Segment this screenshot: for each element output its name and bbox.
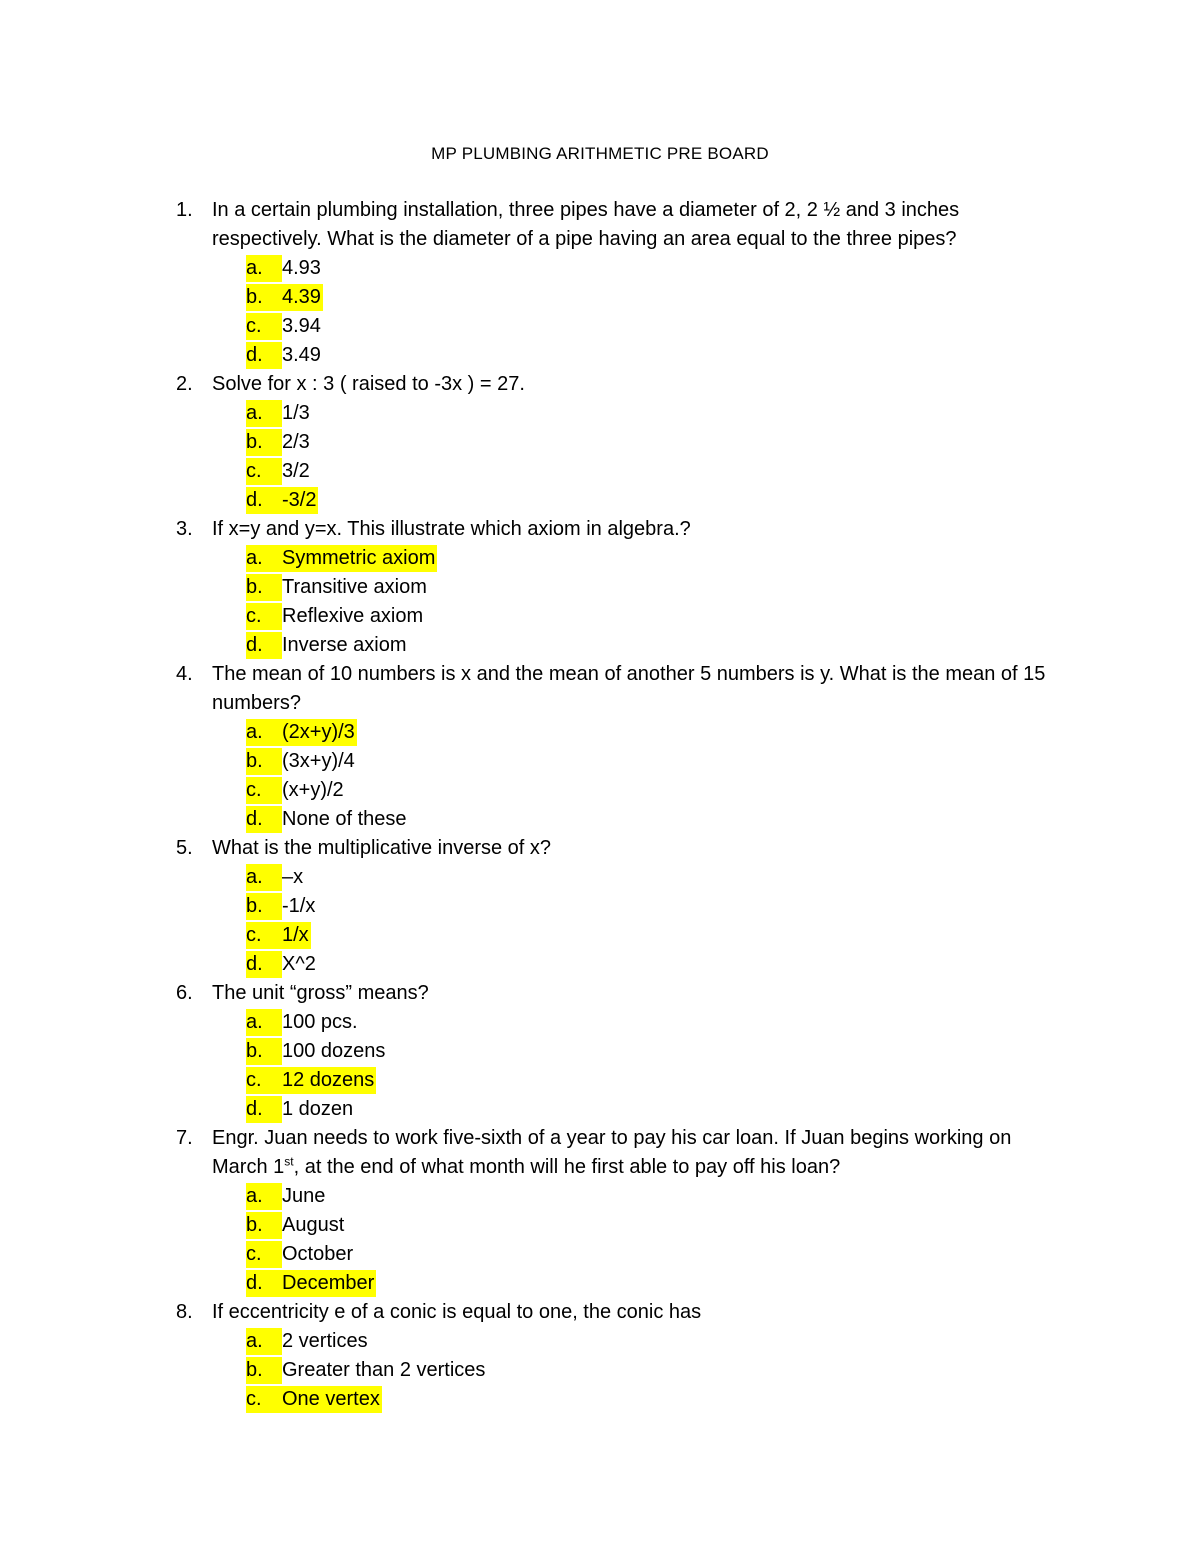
option-7c [212,1240,1070,1269]
option-2b [212,428,1070,457]
option-text: None of these [282,808,407,830]
option-letter: c. [246,1241,282,1268]
option-1b [212,283,1070,312]
option-highlight [246,429,312,456]
option-letter: b. [246,574,282,601]
option-6a [212,1008,1070,1037]
option-highlight [246,313,323,340]
question-number: 7. [176,1127,193,1149]
option-text: 3.94 [282,315,321,337]
option-text: October [282,1243,354,1265]
option-1d [212,341,1070,370]
option-2a [212,399,1070,428]
option-highlight [246,1067,376,1094]
question-8 [170,1298,1070,1414]
option-2c [212,457,1070,486]
option-3d [212,631,1070,660]
option-5b [212,892,1070,921]
question-list [170,196,1070,1414]
option-text: Reflexive axiom [282,605,424,627]
option-letter: a. [246,721,263,743]
option-7a [212,1182,1070,1211]
option-highlight [246,1212,346,1239]
option-letter: b. [246,286,263,308]
option-8a [212,1327,1070,1356]
option-text: August [282,1214,345,1236]
option-letter: c. [246,1069,262,1091]
option-text: December [282,1272,375,1294]
option-highlight [246,632,409,659]
question-text: If x=y and y=x. This illustrate which axiom in algebra.? [212,518,691,540]
option-text: 12 dozens [282,1069,375,1091]
option-6d [212,1095,1070,1124]
option-text: 1/x [282,924,309,946]
option-6c [212,1066,1070,1095]
option-highlight [246,951,318,978]
option-letter: a. [246,255,282,282]
option-4d [212,805,1070,834]
option-text: (2x+y)/3 [282,721,355,743]
question-text: If eccentricity e of a conic is equal to one, the conic has [212,1301,702,1323]
option-text: Symmetric axiom [282,547,436,569]
question-4 [170,660,1070,834]
option-letter: a. [246,1183,282,1210]
option-text: –x [282,866,304,888]
option-1a [212,254,1070,283]
option-text: 3.49 [282,344,321,366]
option-letter: d. [246,951,282,978]
option-highlight [246,255,323,282]
question-number: 1. [176,199,193,221]
option-letter: c. [246,313,282,340]
option-7b [212,1211,1070,1240]
question-3 [170,515,1070,660]
option-letter: d. [246,806,282,833]
question-2 [170,370,1070,515]
option-letter: c. [246,1388,262,1410]
option-highlight [246,719,357,746]
option-list [212,863,1070,979]
question-text: In a certain plumbing installation, three pipes have a diameter of 2, 2 ½ and 3 inches respectively. What is the diameter of a pipe having an area equal to the three pipes? [212,199,960,250]
option-highlight [246,1386,382,1413]
option-letter: d. [246,489,263,511]
question-text: The mean of 10 numbers is x and the mean of another 5 numbers is y. What is the mean of 15 numbers? [212,663,1046,714]
option-highlight [246,1009,360,1036]
option-highlight [246,893,317,920]
option-3b [212,573,1070,602]
option-letter: d. [246,1096,282,1123]
option-highlight [246,487,318,514]
option-highlight [246,458,312,485]
option-highlight [246,1096,355,1123]
question-number: 5. [176,837,193,859]
option-letter: d. [246,632,282,659]
option-text: 100 pcs. [282,1011,358,1033]
option-highlight [246,806,409,833]
option-letter: b. [246,893,282,920]
option-highlight [246,400,312,427]
option-letter: b. [246,1357,282,1384]
option-highlight [246,545,437,572]
question-number: 3. [176,518,193,540]
option-5a [212,863,1070,892]
option-text: (x+y)/2 [282,779,344,801]
option-5d [212,950,1070,979]
document-title: MP PLUMBING ARITHMETIC PRE BOARD [431,144,769,163]
option-text: (3x+y)/4 [282,750,355,772]
question-text-part: Engr. Juan needs to work five-sixth of a year to pay his car loan. If Juan begins working on March 1 [212,1127,1012,1178]
option-highlight [246,922,311,949]
option-4c [212,776,1070,805]
option-highlight [246,603,425,630]
option-list [212,1008,1070,1124]
option-letter: b. [246,429,282,456]
option-text: 4.39 [282,286,321,308]
option-8b [212,1356,1070,1385]
question-5 [170,834,1070,979]
option-7d [212,1269,1070,1298]
option-text: June [282,1185,326,1207]
question-7 [170,1124,1070,1298]
option-highlight [246,777,346,804]
question-6 [170,979,1070,1124]
option-text: 3/2 [282,460,310,482]
option-letter: d. [246,1272,263,1294]
option-letter: a. [246,1009,282,1036]
option-highlight [246,1038,387,1065]
option-letter: b. [246,1038,282,1065]
option-4a [212,718,1070,747]
option-highlight [246,1270,376,1297]
option-highlight [246,284,323,311]
option-text: Greater than 2 vertices [282,1359,486,1381]
option-text: 100 dozens [282,1040,386,1062]
option-text: One vertex [282,1388,380,1410]
option-3a [212,544,1070,573]
option-letter: c. [246,777,282,804]
question-number: 4. [176,663,193,685]
option-text: X^2 [282,953,316,975]
option-text: 4.93 [282,257,321,279]
option-letter: a. [246,400,282,427]
option-letter: d. [246,342,282,369]
option-highlight [246,574,429,601]
option-text: Inverse axiom [282,634,407,656]
option-list [212,544,1070,660]
question-text [212,1124,1070,1182]
option-text: 2/3 [282,431,310,453]
option-2d [212,486,1070,515]
option-text: 2 vertices [282,1330,368,1352]
option-letter: a. [246,547,263,569]
option-text: Transitive axiom [282,576,427,598]
question-text: What is the multiplicative inverse of x? [212,837,552,859]
option-8c [212,1385,1070,1414]
option-letter: c. [246,458,282,485]
option-1c [212,312,1070,341]
option-highlight [246,1357,487,1384]
option-letter: a. [246,864,282,891]
option-text: 1/3 [282,402,310,424]
option-3c [212,602,1070,631]
question-number: 2. [176,373,193,395]
option-highlight [246,1328,370,1355]
option-letter: c. [246,603,282,630]
question-text: The unit “gross” means? [212,982,429,1004]
option-text: -3/2 [282,489,317,511]
option-letter: b. [246,748,282,775]
option-highlight [246,864,305,891]
option-highlight [246,748,357,775]
option-list [212,399,1070,515]
option-5c [212,921,1070,950]
option-highlight [246,1241,355,1268]
option-6b [212,1037,1070,1066]
option-list [212,1182,1070,1298]
option-letter: c. [246,924,262,946]
question-number: 8. [176,1301,193,1323]
ordinal-suffix: st [284,1154,294,1169]
option-text: 1 dozen [282,1098,354,1120]
option-highlight [246,342,323,369]
option-4b [212,747,1070,776]
option-highlight [246,1183,327,1210]
question-text-part: , at the end of what month will he first able to pay off his loan? [293,1156,841,1178]
option-letter: b. [246,1212,282,1239]
option-letter: a. [246,1328,282,1355]
option-list [212,1327,1070,1414]
question-text: Solve for x : 3 ( raised to -3x ) = 27. [212,373,525,395]
question-1 [170,196,1070,370]
question-number: 6. [176,982,193,1004]
option-text: -1/x [282,895,316,917]
option-list [212,718,1070,834]
option-list [212,254,1070,370]
